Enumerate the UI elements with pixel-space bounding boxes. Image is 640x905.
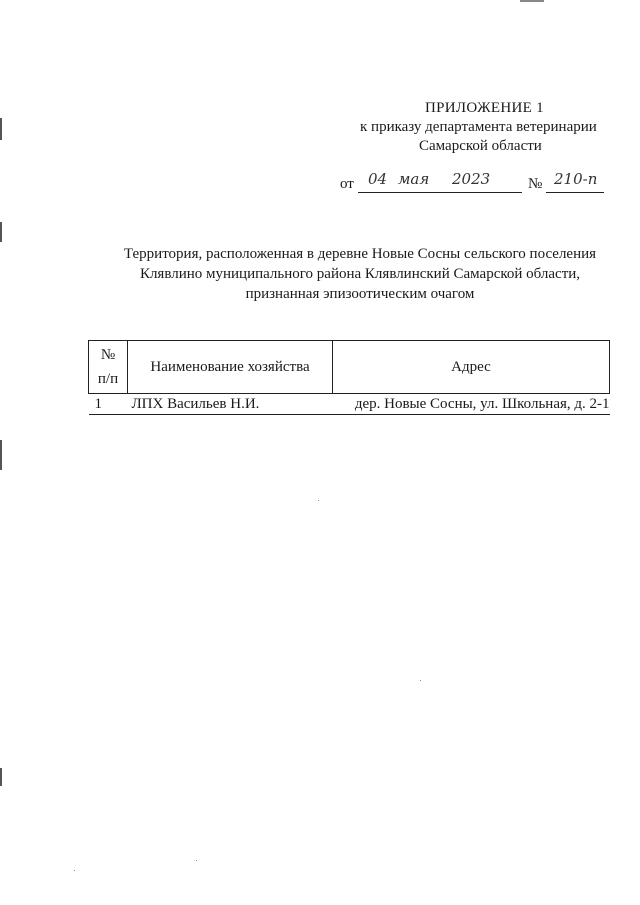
appendix-order-ref: к приказу департамента ветеринарии xyxy=(360,119,597,135)
scan-edge-mark xyxy=(0,118,2,140)
row-address: дер. Новые Сосны, ул. Школьная, д. 2-1 xyxy=(333,394,610,415)
column-header-name: Наименование хозяйства xyxy=(128,341,333,394)
scan-speck xyxy=(74,870,75,871)
table-row xyxy=(89,394,610,415)
heading-line: Клявлино муниципального района Клявлинский Самарской области, xyxy=(139,266,581,282)
column-header-number-sign: № xyxy=(100,347,116,363)
number-label: № xyxy=(528,176,543,192)
heading-line: Территория, расположенная в деревне Новые Сосны сельского поселения xyxy=(123,246,597,262)
date-underline xyxy=(358,192,522,193)
handwritten-number: 210-п xyxy=(554,170,598,188)
handwritten-day: 04 xyxy=(368,170,388,188)
handwritten-month: мая xyxy=(398,170,430,188)
handwritten-year: 2023 xyxy=(452,170,491,188)
scan-speck xyxy=(196,860,197,861)
heading-line: признанная эпизоотическим очагом xyxy=(245,286,475,302)
date-from-label: от xyxy=(340,176,354,192)
column-header-number-pp: п/п xyxy=(97,371,119,387)
scan-edge-mark xyxy=(0,768,2,786)
column-header-address: Адрес xyxy=(333,341,610,394)
number-underline xyxy=(546,192,604,193)
document-heading xyxy=(80,244,640,304)
scan-speck xyxy=(420,680,421,681)
scan-edge-mark xyxy=(0,222,2,242)
farms-table xyxy=(88,340,610,415)
table-header-row xyxy=(89,341,610,394)
order-date-line xyxy=(340,172,610,196)
scan-edge-mark xyxy=(0,440,2,470)
appendix-region: Самарской области xyxy=(419,138,542,154)
column-header-number xyxy=(89,341,128,394)
row-number: 1 xyxy=(89,394,128,415)
scan-speck xyxy=(318,500,319,501)
appendix-title: ПРИЛОЖЕНИЕ 1 xyxy=(425,100,544,116)
scan-corner-mark xyxy=(520,0,544,2)
row-farm-name: ЛПХ Васильев Н.И. xyxy=(128,394,333,415)
